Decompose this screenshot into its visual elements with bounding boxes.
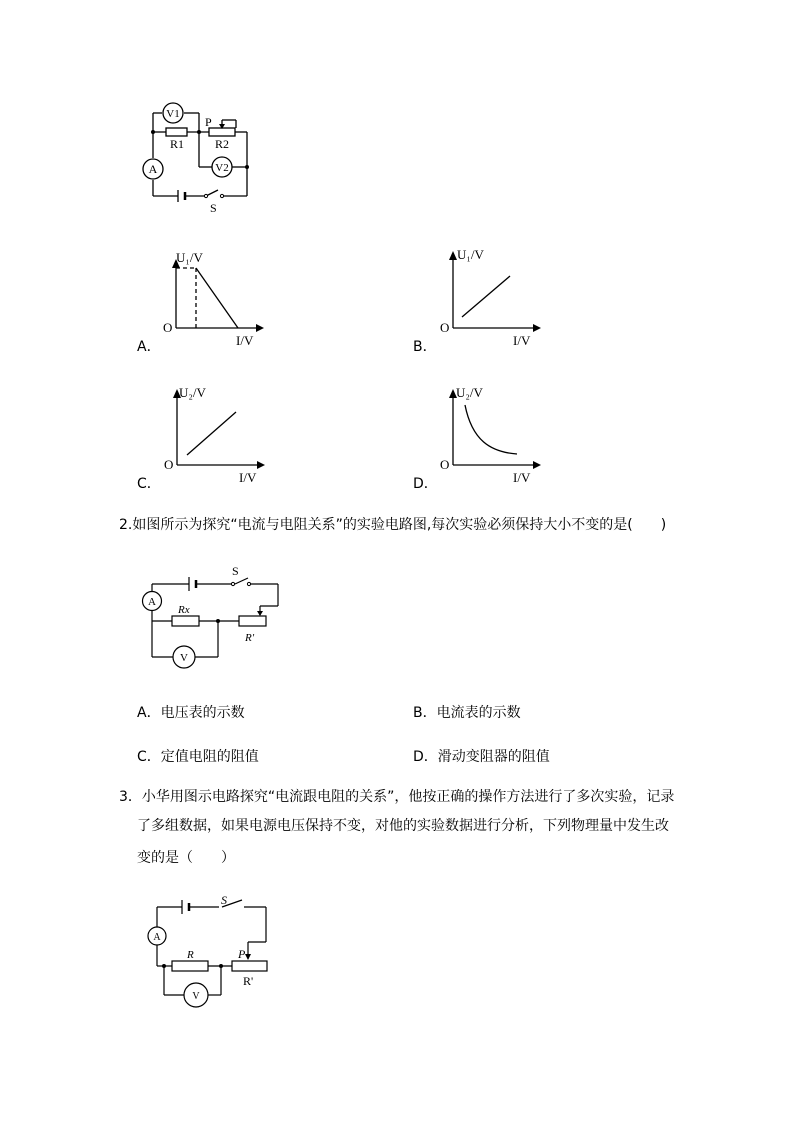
q2-option-d[interactable]: D．滑动变阻器的阻值	[413, 749, 550, 765]
graph-a-origin: O	[163, 320, 173, 335]
graph-c-ylabel: U₂/V	[179, 385, 206, 400]
q3-r-label: R	[187, 949, 194, 961]
q2-option-a[interactable]: A．电压表的示数	[137, 705, 245, 721]
graph-b-ylabel: U₁/V	[457, 247, 484, 262]
question-3-line-2: 了多组数据，如果电源电压保持不变，对他的实验数据进行分析，下列物理量中发生改	[137, 818, 669, 834]
q3-switch-label: S	[221, 893, 227, 907]
ammeter-label: A	[148, 162, 158, 176]
graph-d-origin: O	[440, 457, 450, 472]
q2-rx-label: Rx	[178, 604, 190, 616]
p-label: P	[205, 115, 212, 129]
q3-rprime-label: R'	[243, 974, 254, 988]
switch-label: S	[210, 201, 217, 215]
graph-a-xlabel: I/V	[236, 333, 254, 348]
graph-b-xlabel: I/V	[513, 333, 531, 348]
option-c-label[interactable]: C．	[137, 476, 161, 492]
q2-rprime-label: R′	[245, 632, 255, 644]
graph-c-origin: O	[164, 457, 174, 472]
q3-p-label: P	[238, 947, 246, 961]
q2-voltmeter-label: V	[180, 652, 188, 664]
option-b-label[interactable]: B．	[413, 339, 437, 355]
graph-c-xlabel: I/V	[239, 470, 257, 485]
r2-label: R2	[215, 137, 230, 151]
v1-label: V1	[166, 108, 180, 120]
q2-switch-label: S	[232, 564, 239, 578]
option-a-label[interactable]: A．	[137, 339, 161, 355]
q3-ammeter-label: A	[153, 932, 161, 943]
q2-option-c[interactable]: C．定值电阻的阻值	[137, 749, 259, 765]
graph-a-ylabel: U₁/V	[176, 250, 203, 265]
option-d-label[interactable]: D．	[413, 476, 438, 492]
graph-d-xlabel: I/V	[513, 470, 531, 485]
question-3-line-1: 3．小华用图示电路探究“电流跟电阻的关系”，他按正确的操作方法进行了多次实验，记录	[119, 789, 675, 805]
q3-voltmeter-label: V	[192, 991, 200, 1002]
question-3-line-3: 变的是（ ）	[137, 850, 235, 866]
graph-b-origin: O	[440, 320, 450, 335]
q2-ammeter-label: A	[148, 596, 156, 608]
graph-d-ylabel: U₂/V	[456, 385, 483, 400]
r1-label: R1	[170, 137, 185, 151]
v2-label: V2	[215, 162, 229, 174]
question-2-text: 2.如图所示为探究“电流与电阻关系”的实验电路图,每次实验必须保持大小不变的是( )	[119, 517, 667, 533]
q2-option-b[interactable]: B．电流表的示数	[413, 705, 521, 721]
